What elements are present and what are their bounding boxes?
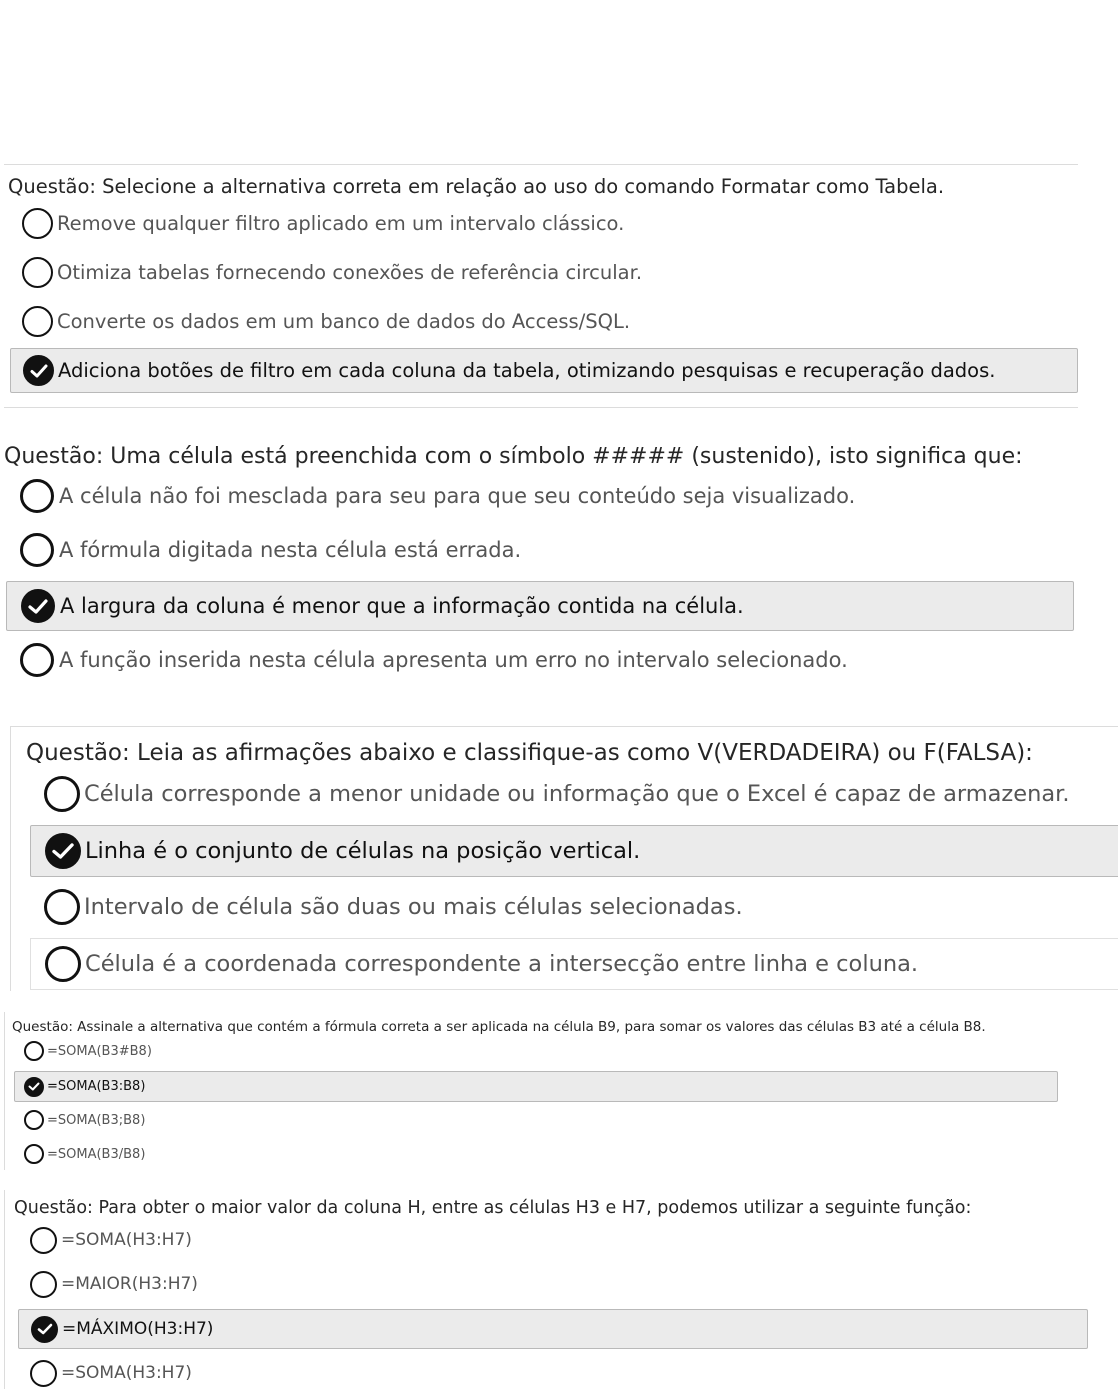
radio-checked-icon[interactable] [23,355,54,386]
answer-option[interactable] [24,1040,152,1062]
answer-option[interactable] [24,1143,145,1165]
answer-option[interactable] [30,938,1118,990]
option-label: Célula é a coordenada correspondente a intersecção entre linha e coluna. [85,951,919,977]
option-label: A célula não foi mesclada para seu para que seu conteúdo seja visualizado. [59,484,856,508]
option-label: Otimiza tabelas fornecendo conexões de referência circular. [57,260,643,284]
question-title: Questão: Leia as afirmações abaixo e classifique-as como V(VERDADEIRA) ou F(FALSA): [26,740,1033,766]
radio-unchecked-icon[interactable] [22,306,53,337]
option-label: =MÁXIMO(H3:H7) [62,1319,214,1339]
divider [10,726,11,991]
option-label: Célula corresponde a menor unidade ou informação que o Excel é capaz de armazenar. [84,781,1070,807]
answer-option-selected[interactable] [14,1071,1058,1102]
question-title: Questão: Assinale a alternativa que contém a fórmula correta a ser aplicada na célula B9, para somar os valores das células B3 até a célula B8. [12,1019,986,1035]
divider [4,1012,5,1170]
radio-unchecked-icon[interactable] [44,889,80,925]
option-label: =SOMA(B3;B8) [47,1112,146,1128]
option-label: Converte os dados em um banco de dados do Access/SQL. [57,309,631,333]
radio-unchecked-icon[interactable] [24,1041,44,1061]
radio-unchecked-icon[interactable] [30,1271,57,1298]
answer-option[interactable] [30,1225,192,1255]
answer-option[interactable] [24,1109,145,1131]
answer-option[interactable] [44,887,743,927]
option-label: Linha é o conjunto de células na posição vertical. [85,838,641,864]
option-label: A largura da coluna é menor que a informação contida na célula. [60,594,744,618]
answer-option[interactable] [22,303,630,339]
radio-unchecked-icon[interactable] [30,1227,57,1254]
divider [4,1190,5,1389]
answer-option[interactable] [44,774,1069,814]
divider [10,726,1118,727]
option-label: A fórmula digitada nesta célula está errada. [59,538,522,562]
radio-checked-icon[interactable] [24,1077,44,1097]
radio-unchecked-icon[interactable] [22,257,53,288]
radio-unchecked-icon[interactable] [22,208,53,239]
option-label: Adiciona botões de filtro em cada coluna da tabela, otimizando pesquisas e recuperação dados. [58,359,996,382]
answer-option-selected[interactable] [18,1309,1088,1349]
option-label: Remove qualquer filtro aplicado em um intervalo clássico. [57,211,625,235]
answer-option[interactable] [22,254,642,290]
radio-unchecked-icon[interactable] [20,479,54,513]
radio-checked-icon[interactable] [31,1316,58,1343]
option-label: =SOMA(H3:H7) [61,1363,192,1383]
radio-unchecked-icon[interactable] [24,1110,44,1130]
radio-unchecked-icon[interactable] [20,533,54,567]
option-label: =MAIOR(H3:H7) [61,1274,198,1294]
radio-unchecked-icon[interactable] [45,946,81,982]
option-label: =SOMA(H3:H7) [61,1230,192,1250]
answer-option[interactable] [22,205,624,241]
radio-checked-icon[interactable] [21,589,55,623]
option-label: =SOMA(B3:B8) [47,1079,146,1094]
radio-unchecked-icon[interactable] [24,1144,44,1164]
divider [4,164,1078,165]
radio-checked-icon[interactable] [45,833,81,869]
answer-option-selected[interactable] [30,825,1118,877]
radio-unchecked-icon[interactable] [20,643,54,677]
option-label: A função inserida nesta célula apresenta um erro no intervalo selecionado. [59,648,848,672]
answer-option-selected[interactable] [6,581,1074,631]
answer-option[interactable] [30,1269,198,1299]
option-label: =SOMA(B3/B8) [47,1146,146,1162]
question-title: Questão: Selecione a alternativa correta em relação ao uso do comando Formatar como Tabela. [8,175,945,198]
option-label: Intervalo de célula são duas ou mais células selecionadas. [84,894,743,920]
radio-unchecked-icon[interactable] [30,1360,57,1387]
question-title: Questão: Uma célula está preenchida com o símbolo ##### (sustenido), isto significa que: [4,444,1023,469]
answer-option[interactable] [20,641,848,679]
answer-option[interactable] [20,477,855,515]
answer-option[interactable] [30,1358,192,1388]
answer-option[interactable] [20,531,521,569]
divider [4,407,1078,408]
option-label: =SOMA(B3#B8) [47,1043,152,1059]
question-title: Questão: Para obter o maior valor da coluna H, entre as células H3 e H7, podemos utilizar a seguinte função: [14,1198,972,1218]
answer-option-selected[interactable] [10,348,1078,393]
radio-unchecked-icon[interactable] [44,776,80,812]
